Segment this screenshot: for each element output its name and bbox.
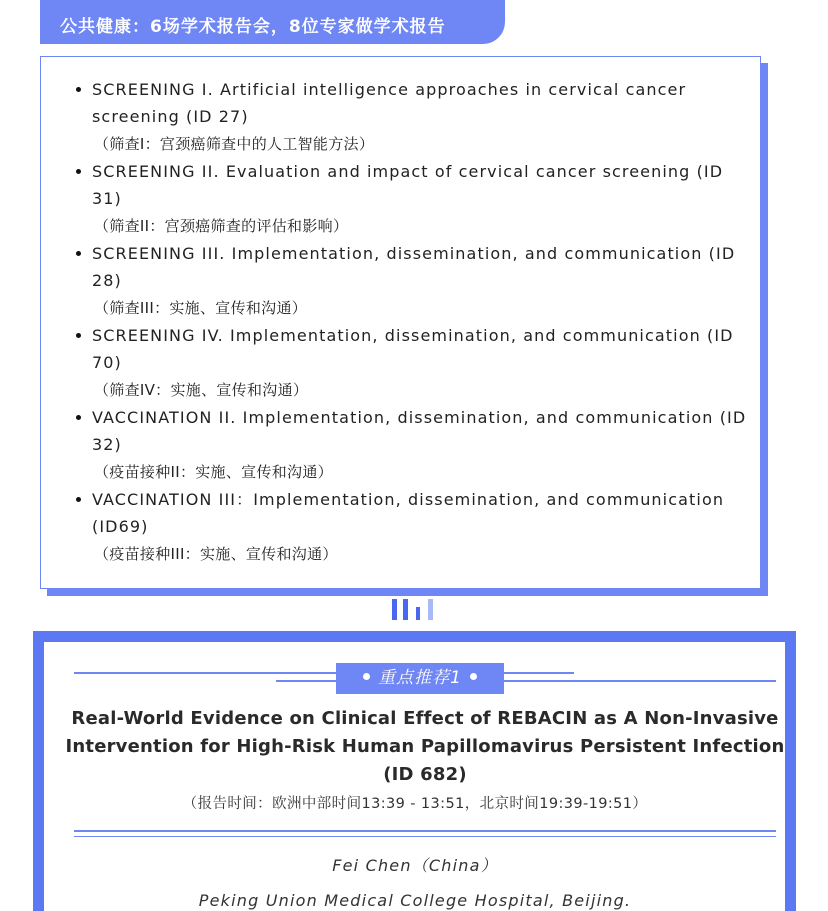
divider — [74, 830, 776, 832]
session-title-en: VACCINATION II. Implementation, dissemination, and communication (ID 32) — [92, 408, 747, 454]
talk-title: Real-World Evidence on Clinical Effect of REBACIN as A Non-Invasive Intervention for High-Risk Human Papillomavirus Persistent Infection (ID 682) — [65, 708, 785, 785]
session-title-zh: （筛查I：宫颈癌筛查中的人工智能方法） — [94, 135, 375, 153]
session-item — [92, 322, 752, 404]
session-list — [92, 76, 752, 568]
bullet-icon — [76, 251, 81, 256]
bullet-icon — [76, 333, 81, 338]
session-title-en: SCREENING IV. Implementation, dissemination, and communication (ID 70) — [92, 326, 734, 372]
bullet-icon — [76, 169, 81, 174]
speaker-name: Fei Chen（China） — [332, 856, 498, 875]
session-title-en: SCREENING II. Evaluation and impact of cervical cancer screening (ID 31) — [92, 162, 724, 208]
session-item — [92, 486, 752, 568]
talk-time: （报告时间：欧洲中部时间13:39 - 13:51，北京时间19:39-19:51） — [182, 796, 648, 812]
bullet-icon — [76, 87, 81, 92]
separator-bars-icon — [392, 599, 442, 621]
session-title-en: SCREENING III. Implementation, dissemination, and communication (ID 28) — [92, 244, 736, 290]
session-list-box — [40, 56, 761, 589]
session-title-en: VACCINATION III：Implementation, dissemination, and communication (ID69) — [92, 490, 725, 536]
session-title-zh: （筛查IV：实施、宣传和沟通） — [94, 381, 309, 399]
section-header-tab — [40, 0, 505, 44]
session-title-en: SCREENING I. Artificial intelligence approaches in cervical cancer screening (ID 27) — [92, 80, 687, 126]
section-header-text: 公共健康：6场学术报告会，8位专家做学术报告 — [60, 17, 446, 37]
speaker-affiliation: Peking Union Medical College Hospital, Beijing. — [198, 891, 632, 910]
highlight-card — [33, 631, 796, 911]
session-item — [92, 404, 752, 486]
session-item — [92, 158, 752, 240]
session-item — [92, 76, 752, 158]
divider — [74, 836, 776, 837]
highlight-badge-label: 重点推荐1 — [378, 668, 462, 688]
session-title-zh: （疫苗接种III：实施、宣传和沟通） — [94, 545, 338, 563]
dot-icon — [363, 673, 370, 680]
session-title-zh: （筛查III：实施、宣传和沟通） — [94, 299, 308, 317]
bullet-icon — [76, 415, 81, 420]
bullet-icon — [76, 497, 81, 502]
session-title-zh: （疫苗接种II：实施、宣传和沟通） — [94, 463, 333, 481]
highlight-badge — [336, 663, 504, 694]
session-title-zh: （筛查II：宫颈癌筛查的评估和影响） — [94, 217, 349, 235]
session-item — [92, 240, 752, 322]
dot-icon — [470, 673, 477, 680]
